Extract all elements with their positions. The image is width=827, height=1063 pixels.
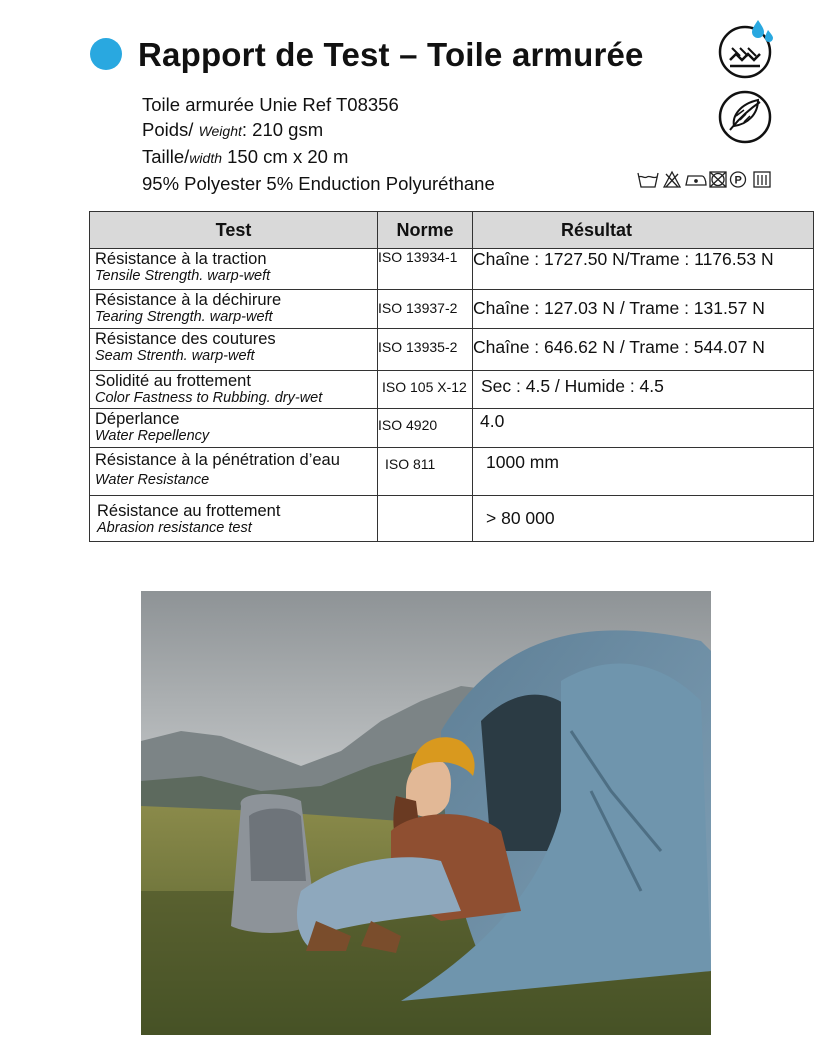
test-results-table [89, 211, 814, 542]
result-cell: Chaîne : 1727.50 N/Trame : 1176.53 N [473, 249, 814, 290]
product-info [142, 92, 495, 196]
result-cell: Sec : 4.5 / Humide : 4.5 [473, 371, 814, 409]
test-cell: Résistance à la pénétration d’eau Water Resistance [90, 448, 378, 496]
test-cell: Résistance des coutures Seam Strenth. warp-weft [90, 329, 378, 371]
result-cell: 1000 mm [473, 448, 814, 496]
norm-cell [378, 496, 473, 542]
header-result: Résultat [473, 212, 814, 249]
test-cell: Déperlance Water Repellency [90, 409, 378, 448]
test-cell: Résistance au frottement Abrasion resistance test [90, 496, 378, 542]
norm-cell: ISO 811 [378, 448, 473, 496]
result-cell: Chaîne : 646.62 N / Trame : 544.07 N [473, 329, 814, 371]
table-row [90, 448, 814, 496]
norm-cell: ISO 4920 [378, 409, 473, 448]
care-labels-icon [636, 168, 780, 190]
test-cell: Résistance à la déchirure Tearing Strength. warp-weft [90, 290, 378, 329]
norm-cell: ISO 13934-1 [378, 249, 473, 290]
product-composition: 95% Polyester 5% Enduction Polyuréthane [142, 173, 495, 194]
header-norm: Norme [378, 212, 473, 249]
page-title: Rapport de Test – Toile armurée [138, 36, 644, 73]
table-row [90, 371, 814, 409]
product-reference: Toile armurée Unie Ref T08356 [142, 94, 399, 115]
product-size: Taille/width 150 cm x 20 m [142, 146, 349, 167]
norm-cell: ISO 105 X-12 [378, 371, 473, 409]
norm-cell: ISO 13937-2 [378, 290, 473, 329]
table-row [90, 249, 814, 290]
header-test: Test [90, 212, 378, 249]
test-cell: Résistance à la traction Tensile Strength. warp-weft [90, 249, 378, 290]
product-weight: Poids/ Weight: 210 gsm [142, 119, 324, 140]
table-row [90, 329, 814, 371]
result-cell: Chaîne : 127.03 N / Trame : 131.57 N [473, 290, 814, 329]
camping-photo [141, 591, 711, 1035]
table-row [90, 290, 814, 329]
test-cell: Solidité au frottement Color Fastness to Rubbing. dry-wet [90, 371, 378, 409]
table-header-row [90, 212, 814, 249]
title-bullet [90, 38, 122, 70]
feather-lightweight-icon [718, 90, 772, 144]
table-row [90, 496, 814, 542]
waterproof-icon [718, 16, 776, 80]
norm-cell: ISO 13935-2 [378, 329, 473, 371]
result-cell: 4.0 [473, 409, 814, 448]
svg-text:P: P [734, 174, 742, 187]
table-row [90, 409, 814, 448]
result-cell: > 80 000 [473, 496, 814, 542]
